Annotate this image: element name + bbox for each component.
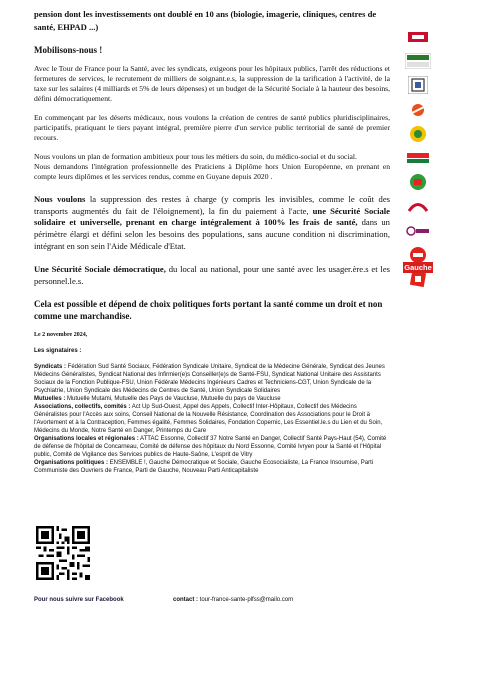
npa-logo xyxy=(404,246,432,264)
facebook-link[interactable]: Pour nous suivre sur Facebook xyxy=(34,597,124,603)
signatories-text: Mutuelle Mutami, Mutuelle des Pays de Vaucluse, Mutuelle du pays de Vaucluse xyxy=(65,396,281,403)
demands-bold: une Sécurité Sociale solidaire et universelle, prenant en charge intégralement à 100% les frais de santé, xyxy=(34,205,390,228)
signatories-text: Act Up Sud-Ouest, Appel des Appels, Collectif Inter-Hôpitaux, Collectif des Médecins Généralistes pour l'Accès aux soins, Conseil National de la Nouvelle Résistance, Coordination des Associations pour le Droit à l'Avortement et à la Contraception, Femmes égalité, Femmes Solidaires, Fondation Copernic, Les Essentiel.le.s du Lien et du Soin, Médecins du Monde, Notre Santé en Danger, Printemps du Care xyxy=(34,404,383,435)
pcof-logo xyxy=(404,197,432,215)
signatories-text: ATTAC Essonne, Collectif 37 Notre Santé en Danger, Collectif Santé Pays-Haut (54), Comité de défense de l'hôpital de Concarneau, Comité de défense des hôpitaux du Nord Essonne, Comité Ivryen pour la Santé et l'Hôpital public, Comité de Vigilance des Services publics de Haute-Saône, L'esprit de Vitry xyxy=(34,436,387,459)
signatories-unions xyxy=(34,363,390,395)
signatories-label: Organisations locales et régionales : xyxy=(34,436,139,443)
ldh-logo xyxy=(404,173,432,191)
demands-lead: Nous voulons xyxy=(34,194,86,205)
logos-column xyxy=(404,28,434,294)
intro-text: pension dont les investissements ont doublé en 10 ans (biologie, imagerie, cliniques, centres de santé, EHPAD ...) xyxy=(34,9,377,32)
femmes-solidaires-logo xyxy=(404,222,432,240)
paragraph-conclusion: Cela est possible et dépend de choix politiques forts portant la santé comme un droit et non comme une marchandise. xyxy=(34,299,383,322)
contact-line xyxy=(173,597,293,603)
signatories-label: Mutuelles : xyxy=(34,396,66,403)
qr-code-icon[interactable] xyxy=(36,526,90,580)
signatories-mutuals xyxy=(34,395,390,403)
sud-sante-logo xyxy=(404,28,432,46)
demands-text-1: la suppression des restes à charge (y compris les invisibles, comme le coût des transports augmentés du fait de l'éloignement), la fin du paiement à l'acte, xyxy=(34,194,390,216)
paragraph-hospitals: Avec le Tour de France pour la Santé, avec les syndicats, exigeons pour les hôpitaux publics, l'arrêt des réductions et fermetures de services, le recrutement de milliers de soignant.e.s, la suppression de la tarification à l'activité, de la taxe sur les salaires (4 milliards et 5% de leurs dépenses) et un budget de la Sécurité Sociale à la hauteur des besoins, défini démocratiquement. xyxy=(34,64,390,104)
act-up-logo xyxy=(404,149,432,167)
attac-logo xyxy=(404,125,432,143)
demands-text-2: dans un périmètre élargi et défini selon les besoins des populations, sans aucune condition ni discrimination, intégrant en son sein l'Aide Médicale d'Etat. xyxy=(34,217,390,251)
signatories-political xyxy=(34,459,390,475)
paragraph-training: Nous voulons un plan de formation ambitieux pour tous les métiers du soin, du médico-social et du social. xyxy=(34,152,357,162)
signatories-title: Les signataires : xyxy=(34,348,82,355)
signatories-text: Fédération Sud Santé Sociaux, Fédération Syndicale Unitaire, Syndicat de la Médecine Générale, Syndicat des Jeunes Médecins Généralistes, Syndicat National des Infirmier(e)s Conseiller(e)s de Santé-FSU, Syndicat National Unitaire des Assistants Sociaux de la Fonction Publique-FSU, Union Fédérale Médecins Ingénieurs Cadres et Techniciens-CGT, Union Syndicale de la Psychiatrie, Union Syndicale des Médecins de Centres de Santé, Union Syndicale Solidaires xyxy=(34,364,385,395)
paragraph-democratic xyxy=(34,264,390,287)
document-date: Le 2 novembre 2024, xyxy=(34,332,88,339)
democratic-lead: Une Sécurité Sociale démocratique, xyxy=(34,264,166,275)
gauche-logo: Gauche xyxy=(404,263,432,272)
fsu-logo xyxy=(404,76,432,94)
signatories-text: ENSEMBLE !, Gauche Démocratique et Sociale, Gauche Ecosocialiste, La France Insoumise, Parti Communiste des Ouvriers de France, Parti de Gauche, Nouveau Parti Anticapitaliste xyxy=(34,460,374,475)
signatories-label: Associations, collectifs, comités : xyxy=(34,404,131,411)
contact-email[interactable]: tour-france-sante-plfss@mailo.com xyxy=(198,597,294,603)
collectif-37-logo xyxy=(404,52,432,70)
paragraph-padhue: Nous demandons l'intégration professionnelle des Praticiens à Diplôme hors Union Européenne, en prenant en compte leurs diplômes et les services rendus, comme en Guyane depuis 2020 . xyxy=(34,162,390,182)
signatories-associations xyxy=(34,403,390,435)
paragraph-demands xyxy=(34,194,390,252)
signatories-local xyxy=(34,435,390,459)
contact-label: contact : xyxy=(173,597,199,603)
paragraph-health-centers: En commençant par les déserts médicaux, nous voulons la création de centres de santé publics pluridisciplinaires, participatifs, pratiquant le tiers payant intégral, première pierre d'un service public territorial de santé de premier recours. xyxy=(34,113,390,143)
signatories-label: Syndicats : xyxy=(34,364,67,371)
solidaires-logo xyxy=(404,101,432,119)
signatories-list xyxy=(34,363,390,475)
democratic-rest: du local au national, pour une santé avec les usager.ère.s et les personnel.le.s. xyxy=(34,264,390,286)
mobilisation-heading: Mobilisons-nous ! xyxy=(34,45,103,56)
document-body xyxy=(34,8,390,475)
signatories-label: Organisations politiques : xyxy=(34,460,109,467)
